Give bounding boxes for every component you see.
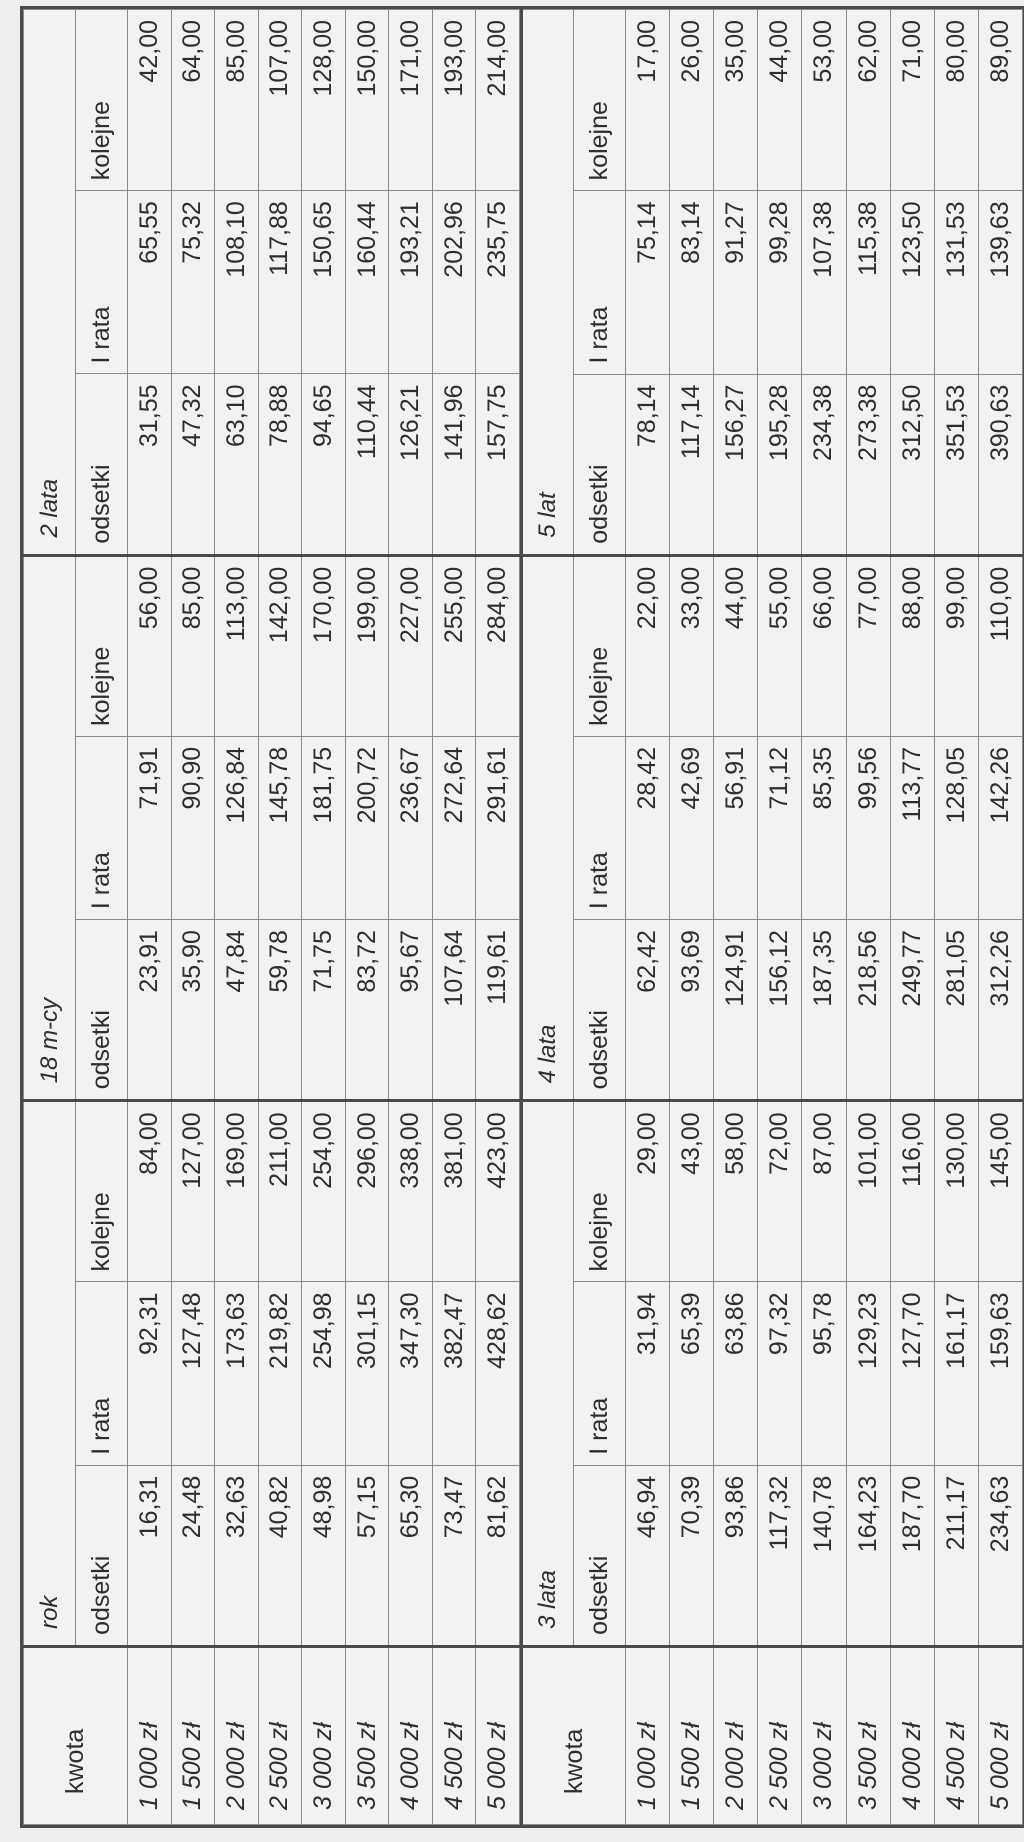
value-cell: 145,78 [258,736,302,919]
value-cell: 139,63 [978,191,1022,374]
value-cell: 46,94 [626,1465,670,1646]
table-row [978,10,1022,1825]
value-cell: 128,05 [934,736,978,919]
value-cell: 127,00 [171,1101,215,1282]
value-cell: 113,77 [890,736,934,919]
amount-cell: 3 500 zł [846,1646,890,1824]
amount-cell: 4 000 zł [389,1646,433,1824]
value-cell: 71,91 [128,736,172,919]
column-header: kolejne [574,1101,626,1282]
value-cell: 351,53 [934,374,978,555]
value-cell: 66,00 [802,555,846,736]
value-cell: 157,75 [476,374,520,555]
subheader-row [76,10,128,1825]
column-header: odsetki [574,920,626,1101]
amount-cell: 3 000 zł [802,1646,846,1824]
value-cell: 47,32 [171,374,215,555]
value-cell: 124,91 [714,920,758,1101]
value-cell: 42,00 [128,10,172,191]
kwota-header: kwota [24,1646,128,1824]
value-cell: 255,00 [432,555,476,736]
value-cell: 117,32 [758,1465,802,1646]
value-cell: 170,00 [302,555,346,736]
value-cell: 312,50 [890,374,934,555]
value-cell: 199,00 [345,555,389,736]
value-cell: 126,21 [389,374,433,555]
value-cell: 97,32 [758,1282,802,1465]
value-cell: 48,98 [302,1465,346,1646]
value-cell: 93,86 [714,1465,758,1646]
value-cell: 32,63 [215,1465,259,1646]
value-cell: 115,38 [846,191,890,374]
value-cell: 159,63 [978,1282,1022,1465]
table-row [758,10,802,1825]
column-header: I rata [574,191,626,374]
value-cell: 31,94 [626,1282,670,1465]
value-cell: 273,38 [846,374,890,555]
value-cell: 65,39 [670,1282,714,1465]
table-row [432,10,476,1825]
value-cell: 95,67 [389,920,433,1101]
column-header: kolejne [76,10,128,191]
value-cell: 85,00 [171,555,215,736]
value-cell: 81,62 [476,1465,520,1646]
value-cell: 65,30 [389,1465,433,1646]
value-cell: 140,78 [802,1465,846,1646]
column-header: kolejne [76,555,128,736]
value-cell: 123,50 [890,191,934,374]
value-cell: 99,28 [758,191,802,374]
kwota-header: kwota [522,1646,626,1824]
value-cell: 142,26 [978,736,1022,919]
value-cell: 254,00 [302,1101,346,1282]
value-cell: 17,00 [626,10,670,191]
value-cell: 181,75 [302,736,346,919]
value-cell: 116,00 [890,1101,934,1282]
value-cell: 130,00 [934,1101,978,1282]
value-cell: 173,63 [215,1282,259,1465]
rate-tables [20,6,1024,1828]
table-row [302,10,346,1825]
amount-cell: 3 500 zł [345,1646,389,1824]
value-cell: 141,96 [432,374,476,555]
table-row [345,10,389,1825]
value-cell: 80,00 [934,10,978,191]
value-cell: 108,10 [215,191,259,374]
value-cell: 88,00 [890,555,934,736]
value-cell: 16,31 [128,1465,172,1646]
value-cell: 33,00 [670,555,714,736]
amount-cell: 1 000 zł [626,1646,670,1824]
value-cell: 150,00 [345,10,389,191]
value-cell: 44,00 [758,10,802,191]
table-row [890,10,934,1825]
value-cell: 193,00 [432,10,476,191]
column-header: odsetki [574,374,626,555]
value-cell: 150,65 [302,191,346,374]
table-row [476,10,520,1825]
value-cell: 56,91 [714,736,758,919]
period-header: 18 m-cy [24,555,76,1101]
value-cell: 87,00 [802,1101,846,1282]
value-cell: 156,12 [758,920,802,1101]
value-cell: 107,38 [802,191,846,374]
table-row [389,10,433,1825]
value-cell: 71,75 [302,920,346,1101]
value-cell: 110,00 [978,555,1022,736]
value-cell: 107,00 [258,10,302,191]
value-cell: 382,47 [432,1282,476,1465]
value-cell: 90,90 [171,736,215,919]
value-cell: 145,00 [978,1101,1022,1282]
value-cell: 164,23 [846,1465,890,1646]
value-cell: 347,30 [389,1282,433,1465]
value-cell: 22,00 [626,555,670,736]
table-row [626,10,670,1825]
value-cell: 42,69 [670,736,714,919]
amount-cell: 2 000 zł [714,1646,758,1824]
value-cell: 53,00 [802,10,846,191]
value-cell: 428,62 [476,1282,520,1465]
value-cell: 62,00 [846,10,890,191]
column-header: I rata [76,1282,128,1465]
value-cell: 43,00 [670,1101,714,1282]
value-cell: 99,56 [846,736,890,919]
value-cell: 272,64 [432,736,476,919]
value-cell: 169,00 [215,1101,259,1282]
value-cell: 83,72 [345,920,389,1101]
column-header: kolejne [574,555,626,736]
value-cell: 85,35 [802,736,846,919]
amount-cell: 4 000 zł [890,1646,934,1824]
value-cell: 85,00 [215,10,259,191]
table-row [934,10,978,1825]
table-row [128,10,172,1825]
value-cell: 390,63 [978,374,1022,555]
value-cell: 93,69 [670,920,714,1101]
value-cell: 83,14 [670,191,714,374]
column-header: kolejne [574,10,626,191]
value-cell: 28,42 [626,736,670,919]
table-bottom-block [520,9,1023,1825]
value-cell: 99,00 [934,555,978,736]
value-cell: 381,00 [432,1101,476,1282]
group-header-row [24,10,76,1825]
amount-cell: 5 000 zł [978,1646,1022,1824]
value-cell: 71,12 [758,736,802,919]
value-cell: 236,67 [389,736,433,919]
value-cell: 84,00 [128,1101,172,1282]
value-cell: 195,28 [758,374,802,555]
subheader-row [574,10,626,1825]
value-cell: 187,70 [890,1465,934,1646]
value-cell: 160,44 [345,191,389,374]
value-cell: 187,35 [802,920,846,1101]
table-row [802,10,846,1825]
value-cell: 127,48 [171,1282,215,1465]
value-cell: 234,38 [802,374,846,555]
value-cell: 129,23 [846,1282,890,1465]
amount-cell: 2 500 zł [758,1646,802,1824]
amount-cell: 4 500 zł [432,1646,476,1824]
value-cell: 57,15 [345,1465,389,1646]
value-cell: 63,86 [714,1282,758,1465]
value-cell: 235,75 [476,191,520,374]
value-cell: 58,00 [714,1101,758,1282]
period-header: rok [24,1101,76,1647]
value-cell: 127,70 [890,1282,934,1465]
value-cell: 193,21 [389,191,433,374]
column-header: odsetki [574,1465,626,1646]
value-cell: 126,84 [215,736,259,919]
value-cell: 423,00 [476,1101,520,1282]
amount-cell: 1 500 zł [171,1646,215,1824]
column-header: kolejne [76,1101,128,1282]
table-row [171,10,215,1825]
table-row [714,10,758,1825]
value-cell: 161,17 [934,1282,978,1465]
table-row [258,10,302,1825]
value-cell: 35,00 [714,10,758,191]
amount-cell: 5 000 zł [476,1646,520,1824]
value-cell: 110,44 [345,374,389,555]
value-cell: 156,27 [714,374,758,555]
value-cell: 72,00 [758,1101,802,1282]
value-cell: 107,64 [432,920,476,1101]
value-cell: 65,55 [128,191,172,374]
column-header: I rata [76,736,128,919]
value-cell: 171,00 [389,10,433,191]
value-cell: 312,26 [978,920,1022,1101]
column-header: odsetki [76,920,128,1101]
column-header: odsetki [76,374,128,555]
value-cell: 101,00 [846,1101,890,1282]
value-cell: 94,65 [302,374,346,555]
value-cell: 26,00 [670,10,714,191]
value-cell: 70,39 [670,1465,714,1646]
value-cell: 211,17 [934,1465,978,1646]
value-cell: 131,53 [934,191,978,374]
value-cell: 31,55 [128,374,172,555]
value-cell: 47,84 [215,920,259,1101]
value-cell: 249,77 [890,920,934,1101]
value-cell: 78,14 [626,374,670,555]
value-cell: 281,05 [934,920,978,1101]
period-header: 5 lat [522,10,574,556]
value-cell: 214,00 [476,10,520,191]
value-cell: 35,90 [171,920,215,1101]
value-cell: 211,00 [258,1101,302,1282]
column-header: I rata [574,1282,626,1465]
value-cell: 40,82 [258,1465,302,1646]
group-header-row [522,10,574,1825]
period-header: 4 lata [522,555,574,1101]
value-cell: 59,78 [258,920,302,1101]
amount-cell: 2 000 zł [215,1646,259,1824]
value-cell: 29,00 [626,1101,670,1282]
installment-table [520,9,1023,1825]
value-cell: 63,10 [215,374,259,555]
value-cell: 227,00 [389,555,433,736]
amount-cell: 1 000 zł [128,1646,172,1824]
value-cell: 291,61 [476,736,520,919]
table-top-block [23,9,520,1825]
column-header: I rata [76,191,128,374]
amount-cell: 2 500 zł [258,1646,302,1824]
column-header: I rata [574,736,626,919]
value-cell: 218,56 [846,920,890,1101]
value-cell: 78,88 [258,374,302,555]
value-cell: 119,61 [476,920,520,1101]
value-cell: 92,31 [128,1282,172,1465]
value-cell: 254,98 [302,1282,346,1465]
table-row [670,10,714,1825]
period-header: 2 lata [24,10,76,556]
value-cell: 75,14 [626,191,670,374]
value-cell: 142,00 [258,555,302,736]
value-cell: 113,00 [215,555,259,736]
value-cell: 234,63 [978,1465,1022,1646]
table-row [215,10,259,1825]
value-cell: 301,15 [345,1282,389,1465]
value-cell: 219,82 [258,1282,302,1465]
value-cell: 128,00 [302,10,346,191]
value-cell: 202,96 [432,191,476,374]
value-cell: 200,72 [345,736,389,919]
value-cell: 338,00 [389,1101,433,1282]
amount-cell: 4 500 zł [934,1646,978,1824]
value-cell: 73,47 [432,1465,476,1646]
value-cell: 64,00 [171,10,215,191]
value-cell: 284,00 [476,555,520,736]
period-header: 3 lata [522,1101,574,1647]
value-cell: 77,00 [846,555,890,736]
value-cell: 95,78 [802,1282,846,1465]
table-row [846,10,890,1825]
value-cell: 117,88 [258,191,302,374]
value-cell: 117,14 [670,374,714,555]
installment-table [23,9,520,1825]
value-cell: 296,00 [345,1101,389,1282]
value-cell: 55,00 [758,555,802,736]
value-cell: 44,00 [714,555,758,736]
value-cell: 91,27 [714,191,758,374]
value-cell: 89,00 [978,10,1022,191]
value-cell: 75,32 [171,191,215,374]
column-header: odsetki [76,1465,128,1646]
value-cell: 71,00 [890,10,934,191]
value-cell: 23,91 [128,920,172,1101]
value-cell: 24,48 [171,1465,215,1646]
amount-cell: 1 500 zł [670,1646,714,1824]
value-cell: 56,00 [128,555,172,736]
value-cell: 62,42 [626,920,670,1101]
amount-cell: 3 000 zł [302,1646,346,1824]
